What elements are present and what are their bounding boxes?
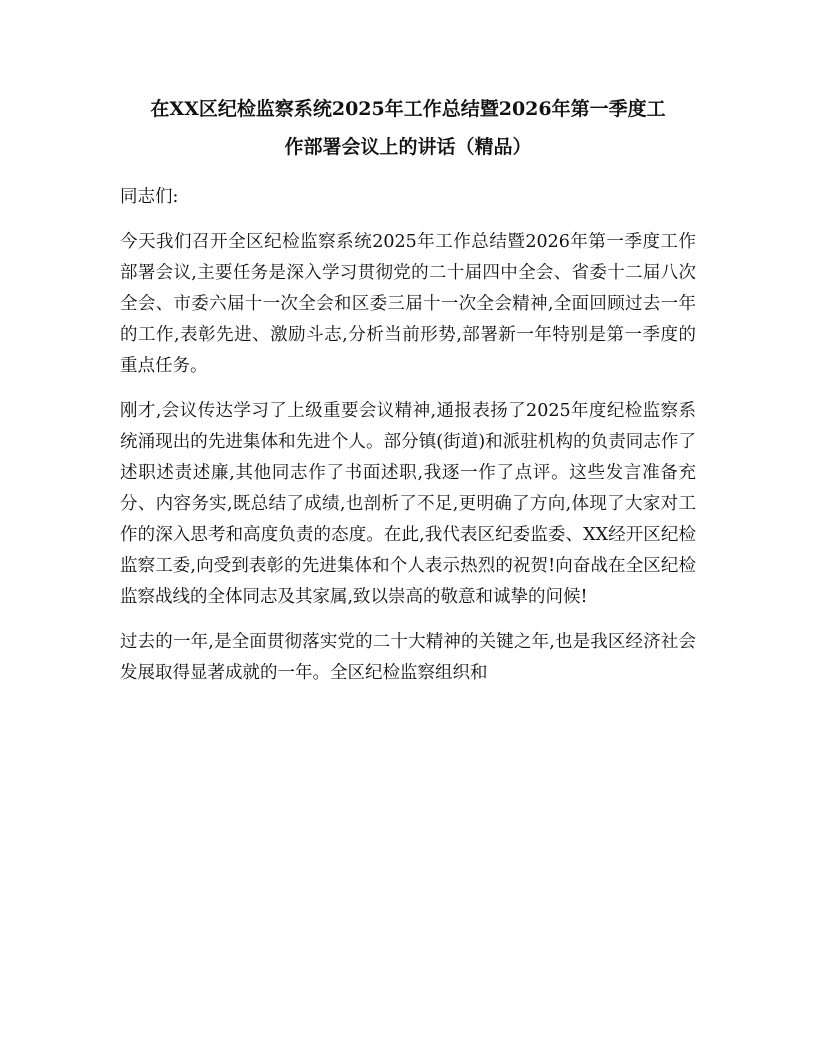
salutation: 同志们:	[120, 187, 179, 207]
title-line-1: 在XX区纪检监察系统2025年工作总结暨2026年第一季度工	[150, 98, 666, 120]
title-line-2: 作部署会议上的讲话（精品）	[284, 136, 532, 158]
paragraph-2: 刚才,会议传达学习了上级重要会议精神,通报表扬了2025年度纪检监察系统涌现出的先进集体和先进个人。部分镇(街道)和派驻机构的负责同志作了述职述责述廉,其他同志作了书面述职,我逐一作了点评。这些发言准备充分、内容务实,既总结了成绩,也剖析了不足,更明确了方向,体现了大家对工作的深入思考和高度负责的态度。在此,我代表区纪委监委、XX经开区纪检监察工委,向受到表彰的先进集体和个人表示热烈的祝贺!向奋战在全区纪检监察战线的全体同志及其家属,致以崇高的敬意和诚挚的问候!	[120, 401, 696, 607]
document-title	[120, 90, 696, 166]
paragraph-3: 过去的一年,是全面贯彻落实党的二十大精神的关键之年,也是我区经济社会发展取得显著成就的一年。全区纪检监察组织和	[120, 632, 696, 683]
document-body	[120, 90, 696, 689]
paragraph-1: 今天我们召开全区纪检监察系统2025年工作总结暨2026年第一季度工作部署会议,主要任务是深入学习贯彻党的二十届四中全会、省委十二届八次全会、市委六届十一次全会和区委三届十一次全会精神,全面回顾过去一年的工作,表彰先进、激励斗志,分析当前形势,部署新一年特别是第一季度的重点任务。	[120, 232, 696, 376]
